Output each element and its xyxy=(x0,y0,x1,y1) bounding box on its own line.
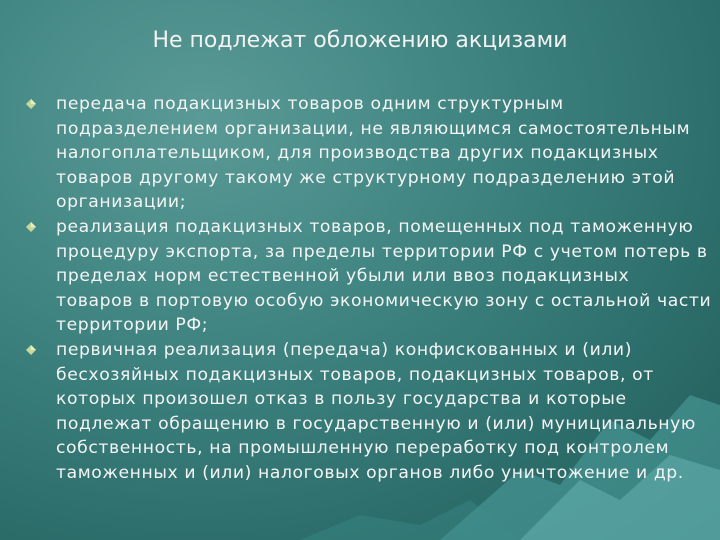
diamond-bullet-icon xyxy=(26,99,36,109)
bullet-text: передача подакцизных товаров одним структурным подразделением организации, не являющимся самостоятельным налогоплательщиком, для производства других подакцизных товаров другому такому же структурному подразделению этой организации; xyxy=(56,94,691,213)
bullet-item xyxy=(22,215,712,338)
slide-title: Не подлежат обложению акцизами xyxy=(152,28,568,53)
bullet-item xyxy=(22,338,712,486)
bullet-item xyxy=(22,92,712,215)
bullet-list xyxy=(22,92,712,486)
bullet-text: первичная реализация (передача) конфискованных и (или) бесхозяйных подакцизных товаров, подакцизных товаров, от которых произошел отказ в пользу государства и которые подлежат обращению в государственную и (или) муниципальную собственность, на промышленную переработку под контролем таможенных и (или) налоговых органов либо уничтожение и др. xyxy=(56,339,696,483)
bullet-text: реализация подакцизных товаров, помещенных под таможенную процедуру экспорта, за пределы территории РФ с учетом потерь в пределах норм естественной убыли или ввоз подакцизных товаров в портовую особую экономическую зону с остальной части территории РФ; xyxy=(56,216,712,336)
diamond-bullet-icon xyxy=(26,222,36,232)
diamond-bullet-icon xyxy=(26,345,36,355)
